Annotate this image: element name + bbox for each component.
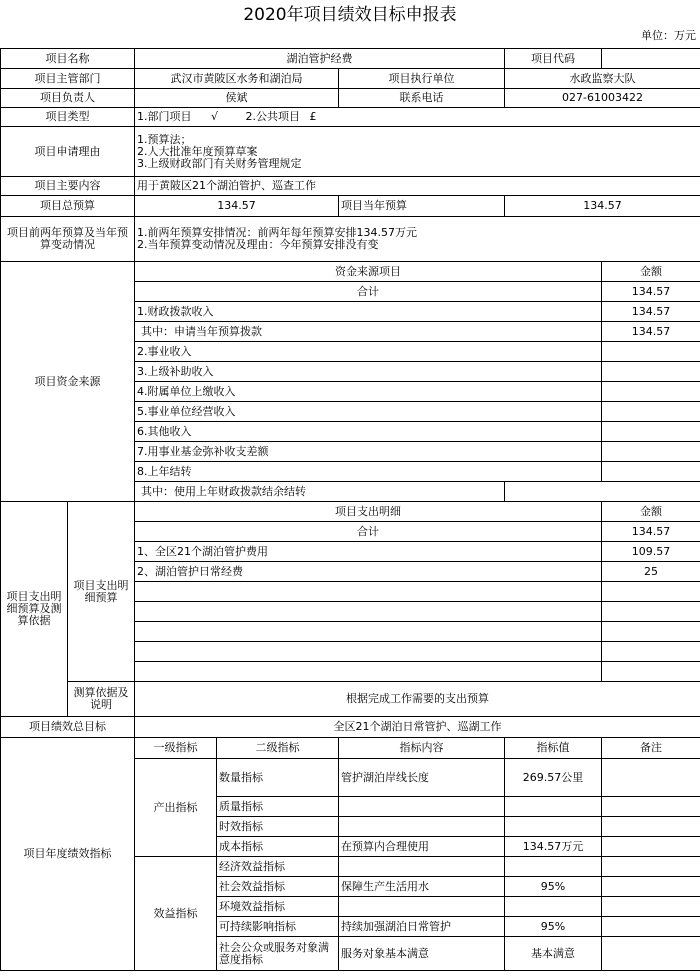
funding-row-item: 合计: [135, 282, 602, 302]
expense-empty-row: [135, 622, 602, 642]
project-name-label: 项目名称: [1, 49, 135, 69]
indicator-level2: 经济效益指标: [217, 857, 339, 877]
expense-row-amount: 134.57: [602, 522, 700, 542]
funding-row-amount: 134.57: [602, 282, 700, 302]
type-check-mark: √: [211, 110, 219, 123]
indicator-content: [339, 797, 505, 817]
expense-empty-row: [135, 642, 602, 662]
expense-empty-amount: [602, 602, 700, 622]
indicator-header-note: 备注: [602, 738, 700, 759]
indicator-header-value: 指标值: [505, 738, 602, 759]
indicator-note: [602, 837, 700, 857]
indicator-level2: 环境效益指标: [217, 897, 339, 917]
indicator-note: [602, 797, 700, 817]
indicator-value: [505, 817, 602, 837]
indicator-value: 95%: [505, 917, 602, 937]
expense-row-item: 2、湖泊管护日常经费: [135, 562, 602, 582]
funding-label: 项目资金来源: [1, 262, 135, 502]
reason-line-2: 2.人大批准年度预算草案: [137, 144, 258, 158]
budget-change-line-1: 1.前两年预算安排情况：前两年每年预算安排134.57万元: [137, 226, 417, 239]
indicator-header-level2: 二级指标: [217, 738, 339, 759]
funding-row-item: 其中：申请当年预算拨款: [135, 322, 602, 342]
funding-row-amount: 134.57: [602, 302, 700, 322]
exec-unit-value: 水政监察大队: [505, 69, 700, 89]
funding-row-amount: [602, 462, 700, 482]
funding-row-amount: [602, 382, 700, 402]
funding-row-item: 2.事业收入: [135, 342, 602, 362]
expense-header-amount: 金额: [602, 502, 700, 522]
reason-value: [135, 127, 700, 177]
budget-change-line-2: 2.当年预算变动情况及理由：今年预算安排没有变: [137, 238, 379, 251]
reason-label: 项目申请理由: [1, 127, 135, 177]
content-label: 项目主要内容: [1, 177, 135, 196]
funding-row-item: 8.上年结转: [135, 462, 602, 482]
dept-label: 项目主管部门: [1, 69, 135, 89]
indicator-level2: 社会效益指标: [217, 877, 339, 897]
expense-row-amount: 25: [602, 562, 700, 582]
expense-row-amount: 109.57: [602, 542, 700, 562]
project-code-label: 项目代码: [505, 49, 602, 69]
exec-unit-label: 项目执行单位: [339, 69, 505, 89]
indicator-content: 服务对象基本满意: [339, 937, 505, 971]
indicator-value: [505, 797, 602, 817]
goal-label: 项目绩效总目标: [1, 717, 135, 738]
funding-row-amount: [602, 342, 700, 362]
indicator-note: [602, 917, 700, 937]
indicator-content: [339, 857, 505, 877]
type-empty-box: £: [309, 110, 317, 123]
indicator-content: [339, 817, 505, 837]
indicator-note: [602, 857, 700, 877]
reason-line-3: 3.上级财政部门有关财务管理规定: [137, 156, 302, 170]
expense-label: 项目支出明细预算及测算依据: [1, 502, 68, 717]
basis-value: 根据完成工作需要的支出预算: [135, 682, 700, 717]
type-option-public: 2.公共项目: [245, 110, 301, 123]
funding-row-amount: [602, 442, 700, 462]
unit-label: 单位：万元: [641, 29, 696, 42]
expense-header-item: 项目支出明细: [135, 502, 602, 522]
total-budget-value: 134.57: [135, 196, 339, 217]
expense-empty-amount: [602, 662, 700, 682]
indicators-label: 项目年度绩效指标: [1, 738, 135, 971]
funding-row-item: 1.财政拨款收入: [135, 302, 602, 322]
expense-row-item: 合计: [135, 522, 602, 542]
phone-label: 联系电话: [339, 89, 505, 108]
basis-label: 测算依据及说明: [68, 682, 135, 717]
indicator-level2: 时效指标: [217, 817, 339, 837]
budget-change-value: [135, 217, 700, 262]
project-code-value: [602, 49, 700, 69]
indicator-note: [602, 759, 700, 797]
indicator-content: 保障生产生活用水: [339, 877, 505, 897]
expense-empty-row: [135, 662, 602, 682]
expense-row-item: 1、全区21个湖泊管护费用: [135, 542, 602, 562]
indicator-content: 持续加强湖泊日常管护: [339, 917, 505, 937]
indicator-note: [602, 877, 700, 897]
content-value: 用于黄陂区21个湖泊管护、巡查工作: [135, 177, 700, 196]
funding-row-item: 其中：使用上年财政拨款结余结转: [135, 482, 505, 502]
indicator-note: [602, 937, 700, 971]
project-name-value: 湖泊管护经费: [135, 49, 505, 69]
phone-value: 027-61003422: [505, 89, 700, 108]
funding-row-amount: [602, 422, 700, 442]
project-type-options: [135, 108, 700, 127]
funding-row-amount: 134.57: [602, 322, 700, 342]
expense-detail-label: 项目支出明细预算: [68, 502, 135, 682]
indicator-level2: 质量指标: [217, 797, 339, 817]
indicator-note: [602, 897, 700, 917]
funding-header-item: 资金来源项目: [135, 262, 602, 282]
indicator-header-level1: 一级指标: [135, 738, 217, 759]
benefit-indicator-label: 效益指标: [135, 857, 217, 971]
funding-row-amount: [602, 402, 700, 422]
indicator-note: [602, 817, 700, 837]
expense-empty-amount: [602, 622, 700, 642]
total-budget-label: 项目总预算: [1, 196, 135, 217]
expense-empty-amount: [602, 582, 700, 602]
indicator-content: 管护湖泊岸线长度: [339, 759, 505, 797]
indicator-content: 在预算内合理使用: [339, 837, 505, 857]
funding-row-item: 4.附属单位上缴收入: [135, 382, 602, 402]
expense-empty-row: [135, 582, 602, 602]
type-option-dept: 1.部门项目: [137, 110, 192, 123]
output-indicator-label: 产出指标: [135, 759, 217, 857]
project-type-label: 项目类型: [1, 108, 135, 127]
indicator-value: [505, 897, 602, 917]
owner-label: 项目负责人: [1, 89, 135, 108]
indicator-value: 134.57万元: [505, 837, 602, 857]
dept-value: 武汉市黄陂区水务和湖泊局: [135, 69, 339, 89]
funding-row-amount: [505, 482, 700, 502]
indicator-value: [505, 857, 602, 877]
indicator-level2: 可持续影响指标: [217, 917, 339, 937]
form-title: 2020年项目绩效目标申报表: [243, 5, 457, 25]
current-budget-value: 134.57: [505, 196, 700, 217]
expense-empty-row: [135, 602, 602, 622]
indicator-value: 269.57公里: [505, 759, 602, 797]
current-budget-label: 项目当年预算: [339, 196, 505, 217]
owner-value: 侯斌: [135, 89, 339, 108]
expense-empty-amount: [602, 642, 700, 662]
indicator-level2: 数量指标: [217, 759, 339, 797]
funding-row-item: 7.用事业基金弥补收支差额: [135, 442, 602, 462]
indicator-value: 基本满意: [505, 937, 602, 971]
indicator-level2: 社会公众或服务对象满意度指标: [217, 937, 339, 971]
funding-row-item: 6.其他收入: [135, 422, 602, 442]
funding-row-amount: [602, 362, 700, 382]
indicator-header-content: 指标内容: [339, 738, 505, 759]
funding-header-amount: 金额: [602, 262, 700, 282]
funding-row-item: 5.事业单位经营收入: [135, 402, 602, 422]
indicator-level2: 成本指标: [217, 837, 339, 857]
reason-line-1: 1.预算法；: [137, 132, 192, 146]
budget-change-label: 项目前两年预算及当年预算变动情况: [1, 217, 135, 262]
performance-form-table: [0, 48, 700, 971]
goal-value: 全区21个湖泊日常管护、巡湖工作: [135, 717, 700, 738]
funding-row-item: 3.上级补助收入: [135, 362, 602, 382]
indicator-content: [339, 897, 505, 917]
indicator-value: 95%: [505, 877, 602, 897]
